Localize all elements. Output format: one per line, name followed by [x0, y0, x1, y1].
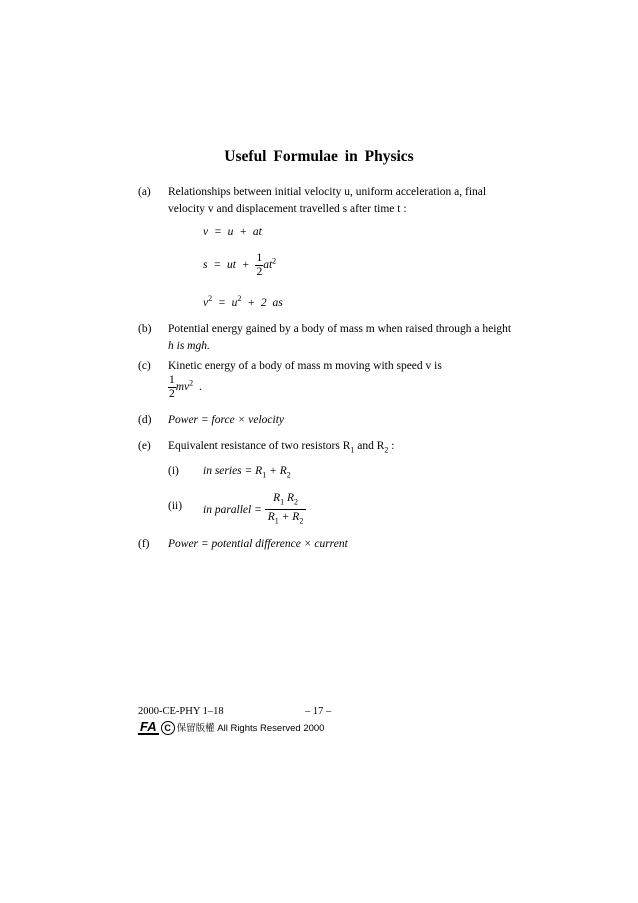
item-a-line1: Relationships between initial velocity u, uniform acceleration a, final	[168, 186, 487, 198]
e-sub2: 2	[384, 445, 389, 455]
fraction-numerator: 1	[256, 252, 263, 264]
ke-expr: mv	[175, 381, 190, 394]
item-b-line2: h is mgh.	[168, 340, 210, 352]
parallel-numerator	[265, 491, 307, 510]
series-formula	[203, 463, 291, 483]
eq3-exp2: 2	[237, 294, 242, 303]
ke-end: .	[193, 381, 202, 394]
parallel-fraction	[265, 491, 307, 529]
item-d-text: Power = force × velocity	[168, 414, 284, 426]
item-a-line2: velocity v and displacement travelled s after time t :	[168, 203, 407, 215]
pd-sub1: 1	[274, 516, 279, 526]
pd-b: + R	[278, 511, 300, 524]
item-e-i-label: (i)	[168, 465, 179, 477]
item-b-line1: Potential energy gained by a body of mass m when raised through a height	[168, 323, 512, 335]
e-mid: and R	[354, 440, 385, 452]
page-title: Useful Formulae in Physics	[224, 148, 414, 165]
parallel-denominator	[265, 510, 307, 528]
parallel-formula	[203, 491, 306, 529]
series-sub1: 1	[262, 470, 267, 480]
fraction-denominator: 2	[256, 266, 263, 278]
item-f-text: Power = potential difference × current	[168, 538, 348, 550]
page-number: – 17 –	[305, 706, 332, 717]
series-text: in series = R	[203, 465, 263, 477]
pd-sub2: 2	[299, 516, 304, 526]
ke-fraction	[168, 374, 176, 401]
equation-velocity: v = u + at	[203, 226, 262, 238]
exam-code: 2000-CE-PHY 1–18	[138, 706, 224, 717]
fa-logo-icon: FA	[140, 719, 157, 734]
eq3-exp1: 2	[208, 294, 213, 303]
copyright-line	[138, 718, 324, 736]
parallel-text: in parallel =	[203, 503, 262, 516]
ke-denominator: 2	[169, 388, 175, 400]
series-plus: + R	[266, 465, 287, 477]
rights-text: 保留版權 All Rights Reserved 2000	[176, 723, 325, 734]
ke-numerator: 1	[169, 374, 175, 386]
eq2-exponent: 2	[272, 256, 277, 266]
item-d-label: (d)	[138, 414, 152, 426]
item-e-label: (e)	[138, 440, 151, 452]
ke-exponent: 2	[189, 378, 194, 388]
kinetic-energy-expression	[168, 374, 202, 401]
eq3-mid: = u	[217, 296, 238, 309]
eq2-left: s = ut +	[203, 259, 250, 272]
eq3-v: v	[203, 296, 209, 309]
pn-sub1: 1	[280, 497, 285, 507]
pn-sub2: 2	[294, 497, 298, 507]
equation-velocity-squared	[203, 294, 283, 309]
pn-b: R	[284, 492, 294, 504]
item-c-label: (c)	[138, 360, 151, 372]
e-sub1: 1	[350, 445, 355, 455]
item-b-label: (b)	[138, 323, 152, 335]
item-f-label: (f)	[138, 538, 150, 550]
pd-a: R	[267, 511, 275, 524]
e-line1-text: Equivalent resistance of two resistors R	[168, 440, 351, 452]
copyright-icon: C	[161, 721, 175, 735]
item-e-ii-label: (ii)	[168, 500, 183, 512]
item-e-line1	[168, 438, 394, 458]
e-end: :	[388, 440, 395, 452]
equation-displacement	[203, 252, 276, 279]
eq2-right: at	[263, 259, 273, 272]
item-c-line1: Kinetic energy of a body of mass m moving with speed v is	[168, 360, 442, 372]
eq3-right: + 2 as	[247, 296, 283, 309]
pn-a: R	[273, 492, 281, 504]
item-a-label: (a)	[138, 186, 151, 198]
series-sub2: 2	[286, 470, 291, 480]
